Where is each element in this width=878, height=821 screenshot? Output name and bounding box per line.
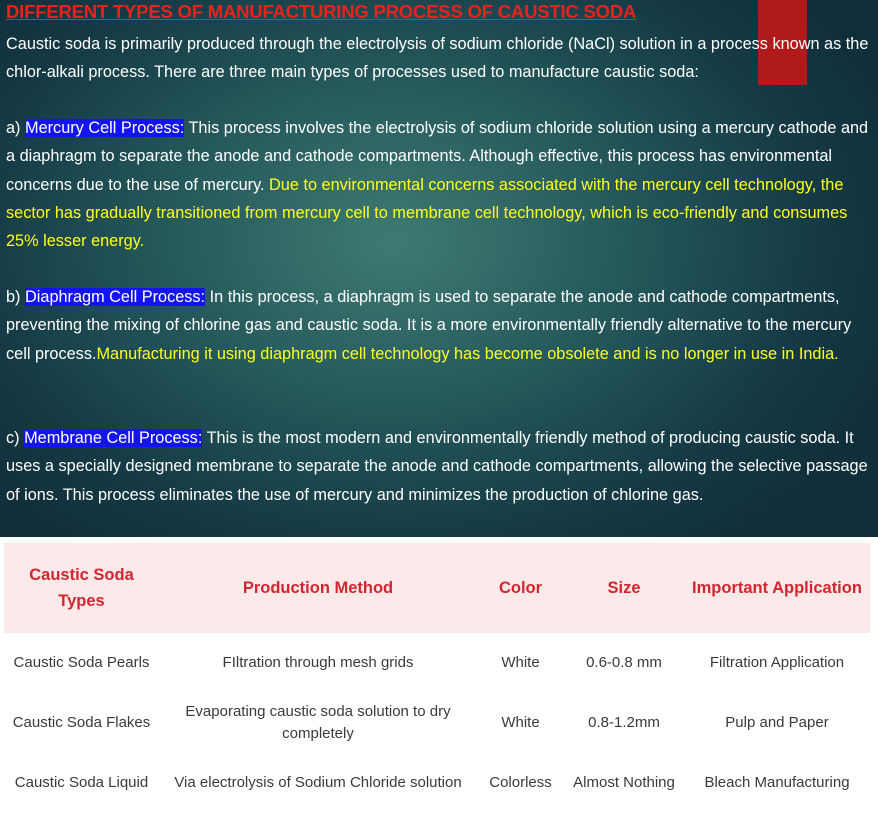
- table-cell: Caustic Soda Flakes: [12, 714, 151, 731]
- table-cell: Via electrolysis of Sodium Chloride solution: [174, 774, 462, 791]
- process-prefix: b): [6, 288, 26, 306]
- table-cell: Caustic Soda Pearls: [13, 654, 150, 671]
- process-paragraph-mercury: [6, 114, 872, 255]
- process-note: Due to environmental concerns associated with the mercury cell technology, the sector has gradually transitioned from mercury cell to membrane cell technology, which is eco-friendly and consumes 25% lesser energy.: [6, 175, 848, 251]
- header-cell-method: Production Method: [159, 543, 477, 633]
- table-cell: Bleach Manufacturing: [704, 774, 850, 791]
- table-row: [4, 693, 870, 753]
- table-cell: White: [501, 654, 540, 671]
- table-cell: Evaporating caustic soda solution to dry completely: [185, 703, 451, 742]
- table-header-row: [4, 543, 870, 633]
- process-description: In this process, a diaphragm is used to separate the anode and cathode compartments, preventing the mixing of chlorine gas and caustic soda. It is a more environmentally friendly alternative to the mercury cell process.: [6, 288, 852, 363]
- table-cell: 0.8-1.2mm: [588, 714, 660, 731]
- process-paragraph-membrane: [6, 424, 872, 509]
- process-name-highlight: Mercury Cell Process:: [25, 119, 185, 137]
- header-cell-size: Size: [564, 543, 684, 633]
- table-cell: Filtration Application: [709, 654, 845, 671]
- process-name-highlight: Diaphragm Cell Process:: [25, 288, 206, 306]
- process-prefix: a): [6, 119, 26, 137]
- process-prefix: c): [6, 429, 25, 447]
- header-cell-application: Important Application: [684, 543, 870, 633]
- process-description: This is the most modern and environmentally friendly method of producing caustic soda. It uses a specially designed membrane to separate the anode and cathode compartments, allowing the selective passage of ions. This process eliminates the use of mercury and minimizes the production of chlorine gas.: [6, 429, 868, 504]
- caustic-soda-table: [4, 543, 870, 816]
- process-description: This process involves the electrolysis of sodium chloride solution using a mercury cathode and a diaphragm to separate the anode and cathode compartments. Although effective, this process has environmental concerns due to the use of mercury.: [6, 119, 869, 194]
- table-cell: Almost Nothing: [573, 774, 675, 791]
- process-paragraph-diaphragm: [6, 283, 872, 368]
- header-cell-color: Color: [477, 543, 564, 633]
- table-row: [4, 753, 870, 813]
- table-cell: White: [501, 714, 540, 731]
- table-row: [4, 633, 870, 693]
- table-cell: FIltration through mesh grids: [222, 654, 414, 671]
- intro-paragraph: Caustic soda is primarily produced through the electrolysis of sodium chloride (NaCl) solution in a process known as the chlor-alkali process. There are three main types of processes used to manufacture caustic soda:: [6, 35, 869, 82]
- table-cell: Pulp and Paper: [725, 714, 829, 731]
- data-table: [4, 543, 870, 813]
- process-name-highlight: Membrane Cell Process:: [24, 429, 203, 447]
- table-cell: Colorless: [489, 774, 552, 791]
- header-cell-types: Caustic Soda Types: [4, 543, 159, 633]
- slide-title: DIFFERENT TYPES OF MANUFACTURING PROCESS OF CAUSTIC SODA: [6, 1, 637, 22]
- process-note: Manufacturing it using diaphragm cell technology has become obsolete and is no longer in use in India.: [96, 344, 839, 363]
- table-cell: Caustic Soda Liquid: [14, 774, 149, 791]
- table-cell: 0.6-0.8 mm: [586, 654, 662, 671]
